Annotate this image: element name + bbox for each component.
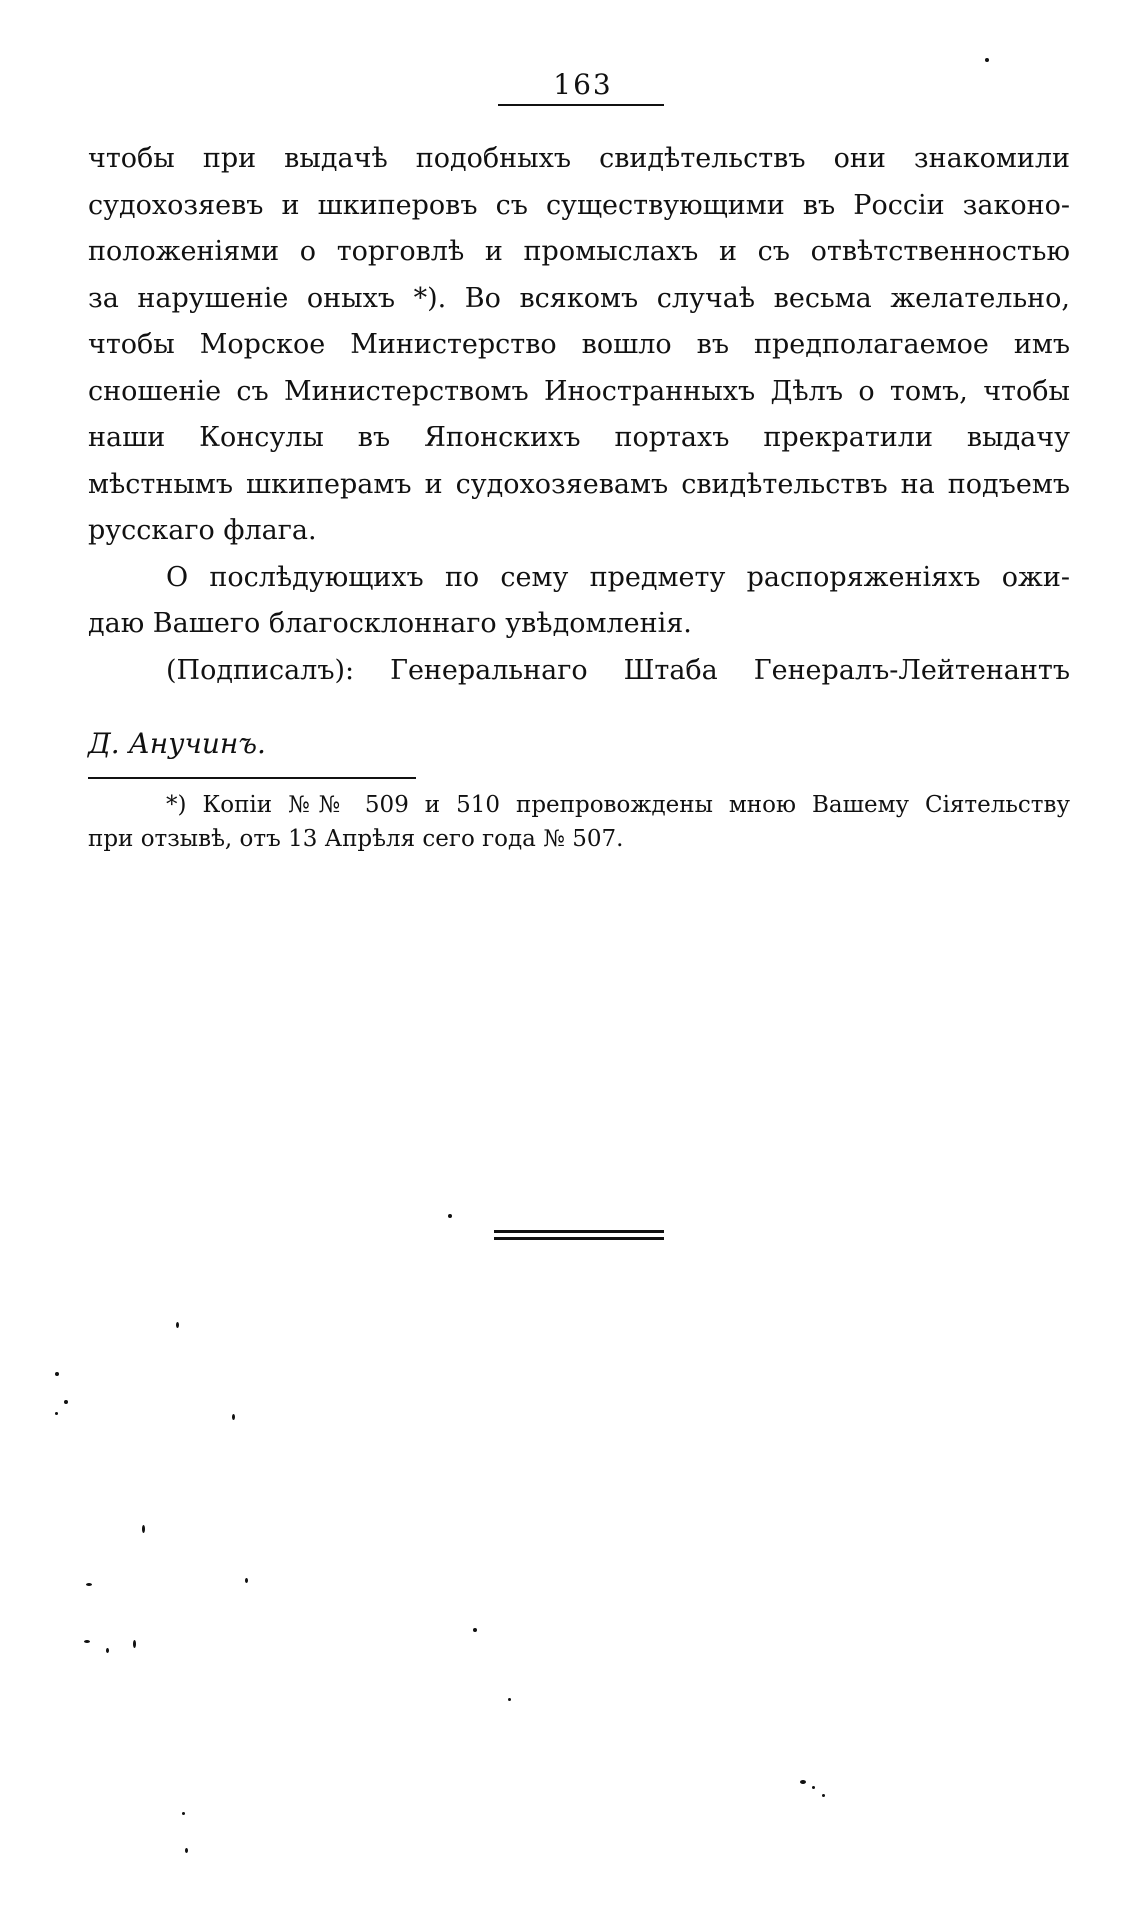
body-text [88, 136, 1070, 694]
scan-speck [822, 1794, 825, 1797]
scan-speck [185, 1848, 188, 1853]
scan-speck [142, 1525, 145, 1533]
scan-speck [800, 1780, 806, 1784]
body-line: за нарушеніе оныхъ *). Во всякомъ случаѣ весьма желательно, [88, 282, 1070, 314]
scan-speck [176, 1322, 179, 1328]
scan-speck [182, 1812, 185, 1815]
page-number: 163 [553, 68, 613, 101]
scan-speck [64, 1400, 68, 1404]
body-line: наши Консулы въ Японскихъ портахъ прекратили выдачу [88, 422, 1070, 453]
body-line: судохозяевъ и шкиперовъ съ существующими въ Россіи законо- [88, 189, 1070, 221]
body-line: даю Вашего благосклоннаго увѣдомленія. [88, 608, 692, 639]
scan-speck [245, 1578, 248, 1583]
end-double-rule [494, 1230, 664, 1240]
scan-speck [985, 58, 989, 62]
page-number-rule [498, 104, 664, 106]
scan-speck [448, 1214, 452, 1218]
signature: Д. Анучинъ. [88, 727, 266, 760]
body-line: чтобы при выдачѣ подобныхъ свидѣтельствъ они знакомили [88, 143, 1070, 174]
body-line: русскаго флага. [88, 515, 317, 546]
body-line: (Подписалъ): Генеральнаго Штаба Генералъ-Лейтенантъ [166, 654, 1070, 686]
body-line: положеніями о торговлѣ и промыслахъ и съ отвѣтственностью [88, 236, 1070, 267]
body-line: сношеніе съ Министерствомъ Иностранныхъ Дѣлъ о томъ, чтобы [88, 375, 1070, 407]
scan-speck [133, 1640, 136, 1648]
scan-speck [86, 1583, 92, 1586]
scan-speck [55, 1412, 58, 1415]
scan-speck [106, 1648, 109, 1653]
footnote [88, 788, 1070, 856]
footnote-rule [88, 777, 416, 779]
body-line: мѣстнымъ шкиперамъ и судохозяевамъ свидѣтельствъ на подъемъ [88, 468, 1070, 500]
scan-speck [232, 1414, 235, 1420]
footnote-line: *) Копіи №№ 509 и 510 препровождены мною Вашему Сіятельству [166, 792, 1070, 818]
scan-speck [84, 1640, 90, 1643]
scan-speck [473, 1628, 477, 1632]
body-line: чтобы Морское Министерство вошло въ предполагаемое имъ [88, 329, 1070, 360]
footnote-line: при отзывѣ, отъ 13 Апрѣля сего года № 507. [88, 826, 624, 852]
body-line: О послѣдующихъ по сему предмету распоряженіяхъ ожи- [166, 561, 1070, 593]
scan-speck [508, 1698, 511, 1701]
scan-speck [812, 1786, 815, 1789]
scan-speck [55, 1372, 59, 1376]
